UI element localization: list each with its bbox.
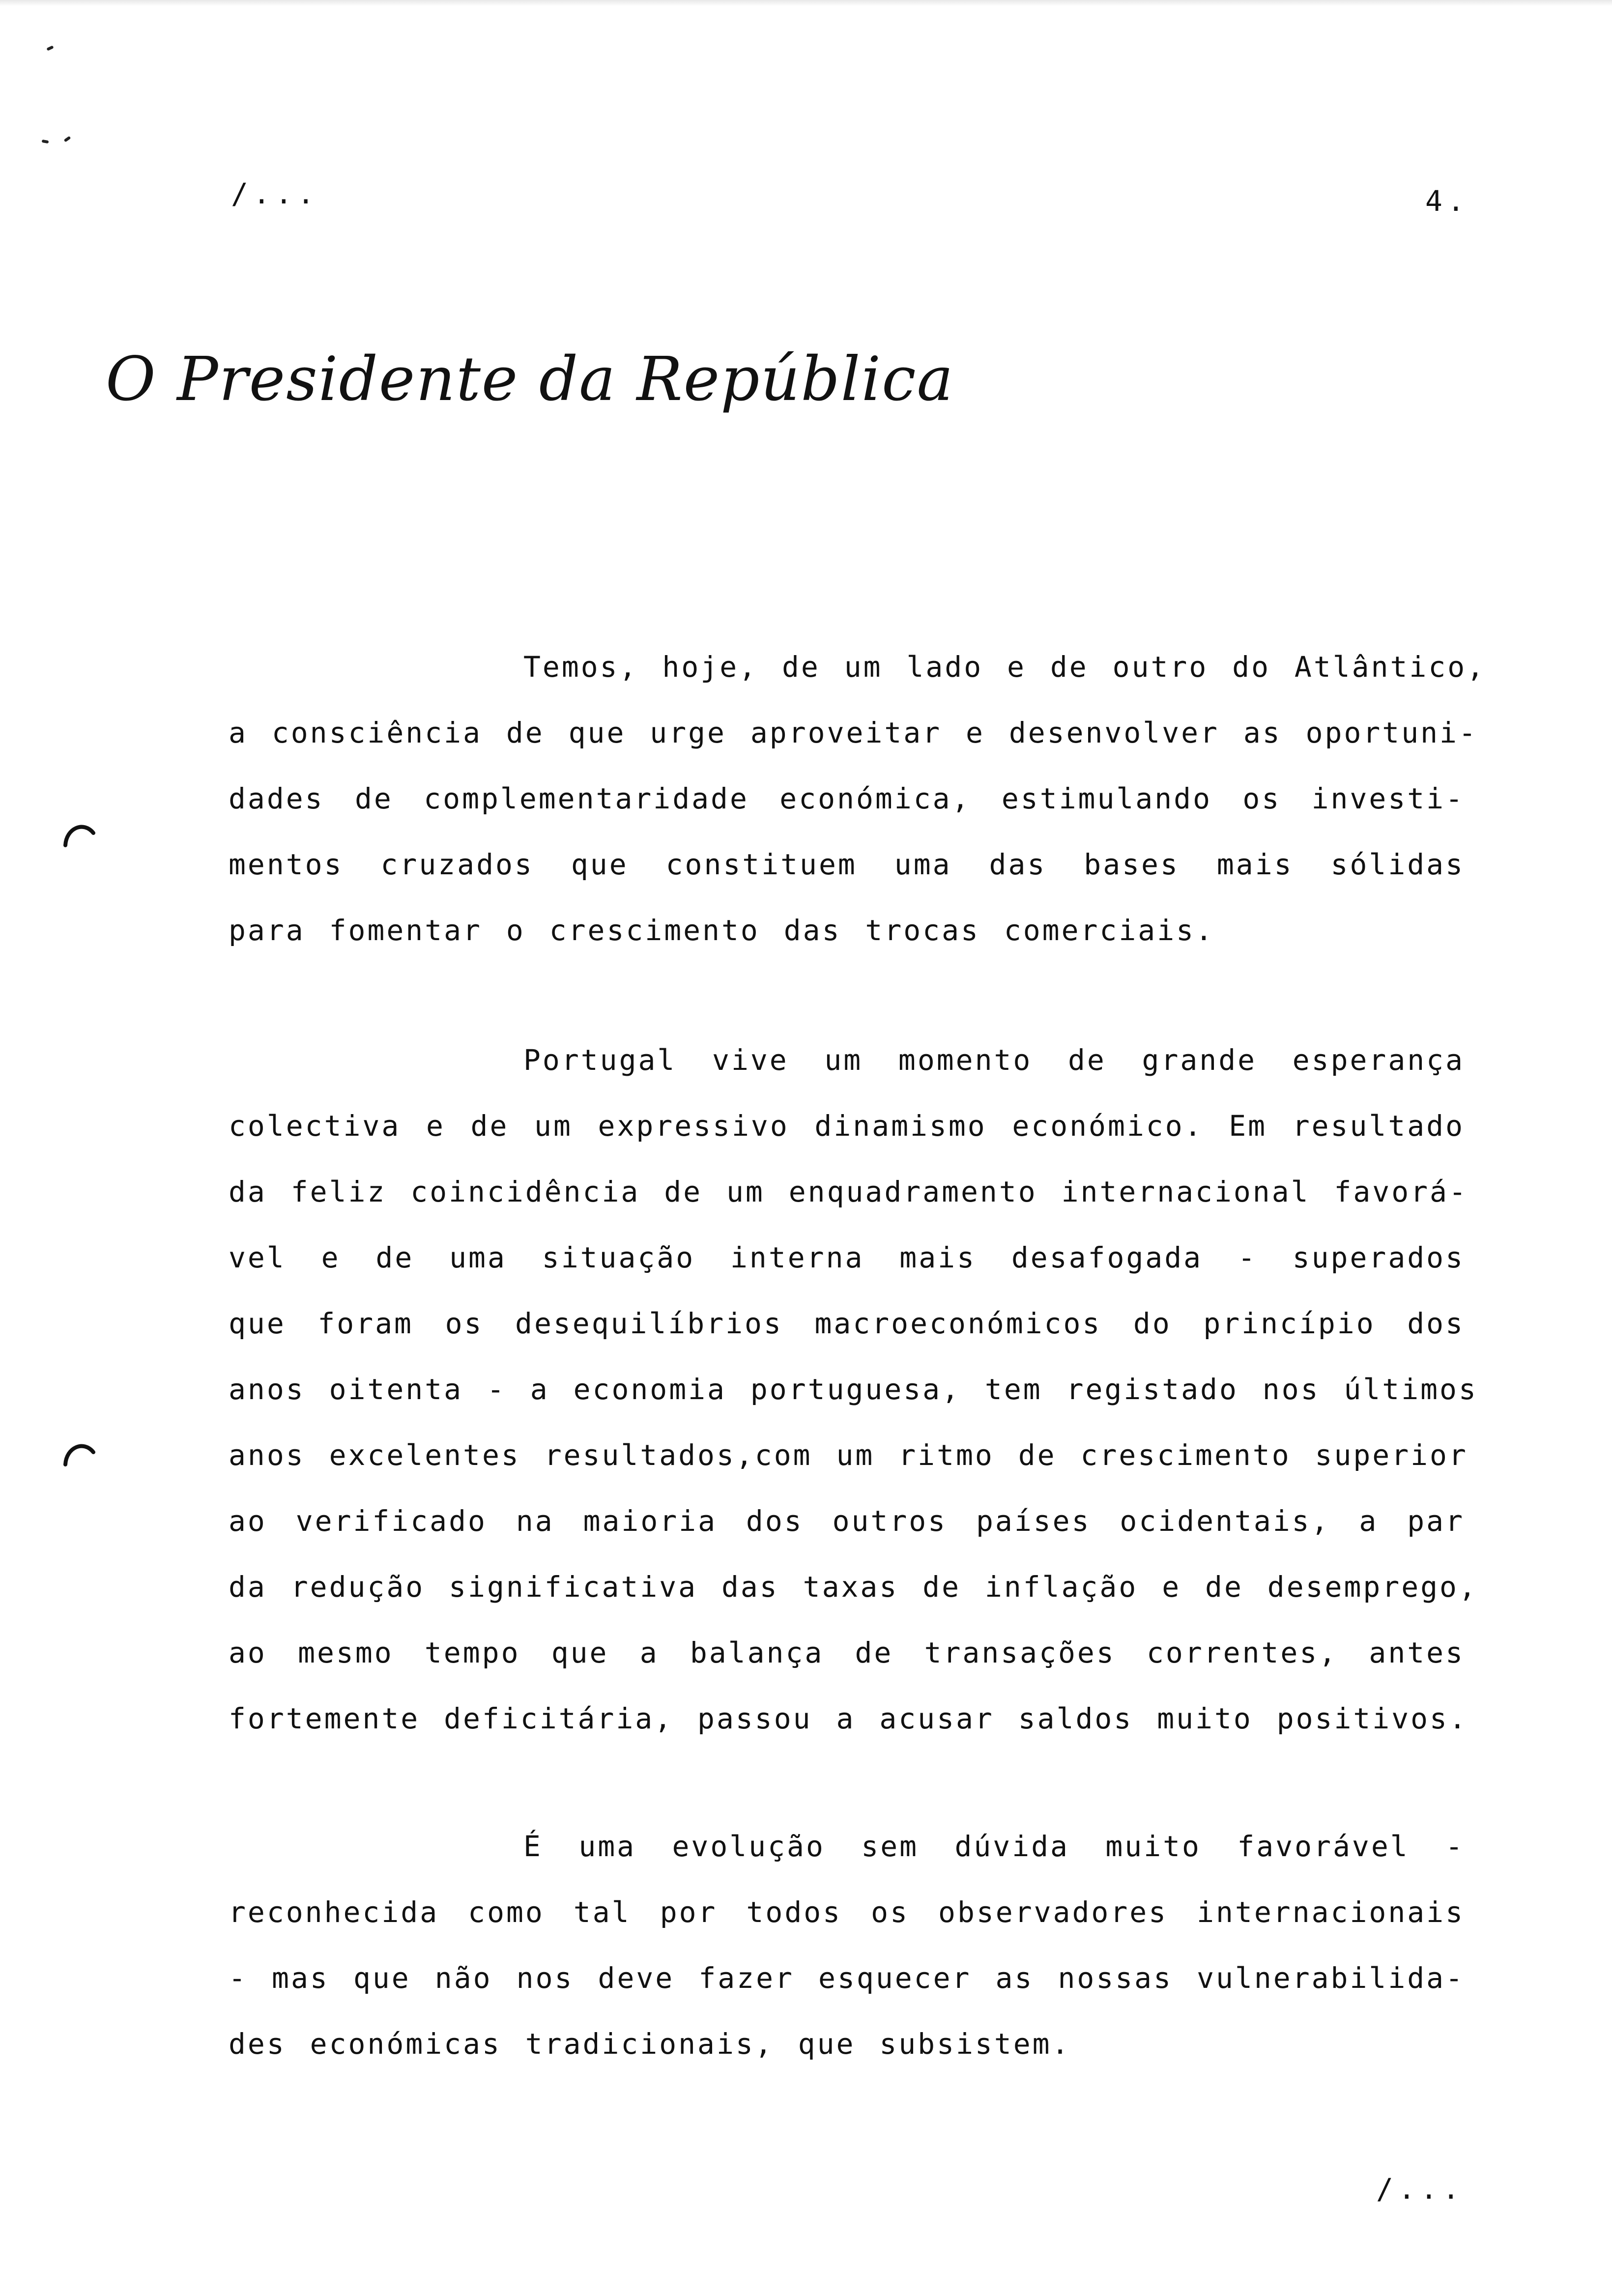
scan-speck [46,45,54,51]
text-line: fortemente deficitária, passou a acusar saldos muito positivos. [229,1702,1468,1735]
paragraph-1 [229,634,1486,963]
text-line: ao verificado na maioria dos outros países ocidentais, a par [229,1504,1465,1538]
punch-hole-mark [61,818,96,848]
text-line: Temos, hoje, de um lado e de outro do Atlântico, [523,650,1486,684]
scan-speck [64,136,71,143]
text-line: colectiva e de um expressivo dinamismo económico. Em resultado [229,1109,1465,1143]
text-line: mentos cruzados que constituem uma das bases mais sólidas [229,848,1465,881]
paragraph-2 [229,1027,1478,1751]
page-number: 4. [1425,184,1469,218]
text-line: anos excelentes resultados,com um ritmo de crescimento superior [229,1438,1468,1472]
scan-edge [0,0,1612,6]
paragraph-3 [229,1813,1465,2077]
text-line: - mas que não nos deve fazer esquecer as nossas vulnerabilida- [229,1961,1465,1995]
punch-hole-mark [61,1437,96,1467]
text-line: dades de complementaridade económica, estimulando os investi- [229,782,1465,815]
scan-speck [42,140,49,144]
continuation-mark-bottom: /... [1376,2172,1465,2206]
text-line: Portugal vive um momento de grande esperança [523,1043,1465,1077]
text-line: reconhecida como tal por todos os observadores internacionais [229,1895,1465,1929]
text-line: da feliz coincidência de um enquadramento internacional favorá- [229,1175,1468,1208]
text-line: vel e de uma situação interna mais desafogada - superados [229,1241,1465,1274]
text-line: a consciência de que urge aproveitar e desenvolver as oportuni- [229,716,1478,749]
text-line: ao mesmo tempo que a balança de transações correntes, antes [229,1636,1465,1669]
text-line: É uma evolução sem dúvida muito favorável - [523,1830,1465,1863]
text-line: des económicas tradicionais, que subsistem. [229,2027,1071,2061]
letterhead-title: O Presidente da República [106,344,954,415]
text-line: para fomentar o crescimento das trocas comerciais. [229,914,1214,947]
text-line: que foram os desequilíbrios macroeconómicos do princípio dos [229,1307,1465,1340]
text-line: da redução significativa das taxas de inflação e de desemprego, [229,1570,1478,1604]
text-line: anos oitenta - a economia portuguesa, tem registado nos últimos [229,1373,1478,1406]
continuation-mark-top: /... [231,177,319,210]
